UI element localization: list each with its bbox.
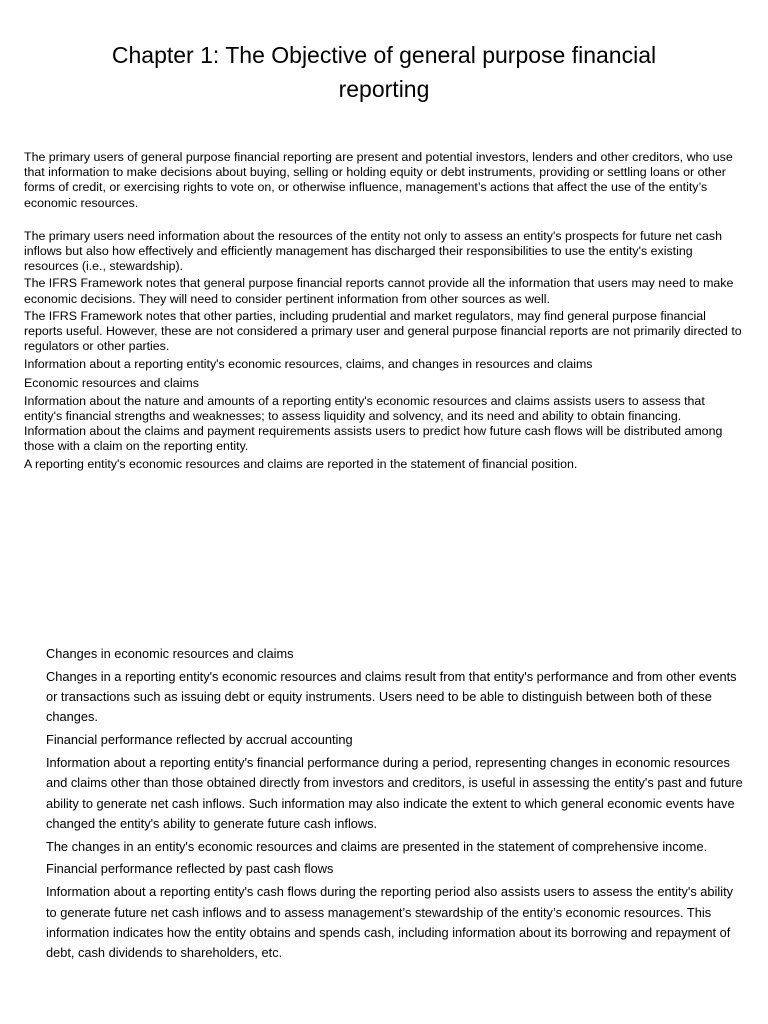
page-title [0,38,768,106]
paragraph-framework-limits: The IFRS Framework notes that general purpose financial reports cannot provide all the information that users may need to make economic decisions. They will need to consider pertinent information from other sources as well. [24,276,734,306]
paragraph-financial-position: A reporting entity's economic resources and claims are reported in the statement of financial position. [24,456,578,471]
lower-text-block [46,644,746,966]
heading-past-cash-flows: Financial performance reflected by past cash flows [46,861,334,877]
paragraph-primary-users: The primary users of general purpose financial reporting are present and potential investors, lenders and other creditors, who use that information to make decisions about buying, selling or holding equity or debt instruments, providing or settling loans or other forms of credit, or exercising rights to vote on, or otherwise influence, management’s actions that affect the use of the entity’s economic resources. [24,150,733,210]
heading-resources-claims-changes: Information about a reporting entity's economic resources, claims, and changes in resources and claims [24,357,593,372]
title-line-1: Chapter 1: The Objective of general purpose financial [111,42,657,68]
paragraph-past-cash-flows: Information about a reporting entity's cash flows during the reporting period also assists users to assess the entity's ability to generate future net cash inflows and to assess management’s stewardship of the entity’s economic resources. This information indicates how the entity obtains and spends cash, including information about its borrowing and repayment of debt, cash dividends to shareholders, etc. [46,884,734,961]
title-line-2: reporting [338,76,430,102]
heading-changes-resources: Changes in economic resources and claims [46,646,294,661]
paragraph-changes-resources: Changes in a reporting entity's economic resources and claims result from that entity's performance and from other events or transactions such as issuing debt or equity instruments. Users need to be able to distinguish between both of these changes. [46,668,737,725]
heading-accrual-accounting: Financial performance reflected by accrual accounting [46,732,353,748]
paragraph-stewardship: The primary users need information about the resources of the entity not only to assess an entity's prospects for future net cash inflows but also how effectively and efficiently management has discharged their responsibilities to use the entity's existing resources (i.e., stewardship). [24,228,722,274]
paragraph-other-parties: The IFRS Framework notes that other parties, including prudential and market regulators, may find general purpose financial reports useful. However, these are not considered a primary user and general purpose financial reports are not primarily directed to regulators or other parties. [24,308,742,354]
heading-economic-resources: Economic resources and claims [24,375,199,390]
paragraph-accrual-accounting: Information about a reporting entity's financial performance during a period, representing changes in economic resources and claims other than those obtained directly from investors and creditors, is useful in assessing the entity's past and future ability to generate net cash inflows. Such information may also indicate the extent to which general economic events have changed the entity's ability to generate future cash inflows. [46,754,743,831]
paragraph-nature-amounts: Information about the nature and amounts of a reporting entity's economic resources and claims assists users to assess that entity's financial strengths and weaknesses; to assess liquidity and solvency, and its need and ability to obtain financing. Information about the claims and payment requirements assists users to predict how future cash flows will be distributed among those with a claim on the reporting entity. [24,393,723,454]
upper-text-block [24,150,746,472]
paragraph-comprehensive-income: The changes in an entity's economic resources and claims are presented in the statement of comprehensive income. [46,838,708,854]
